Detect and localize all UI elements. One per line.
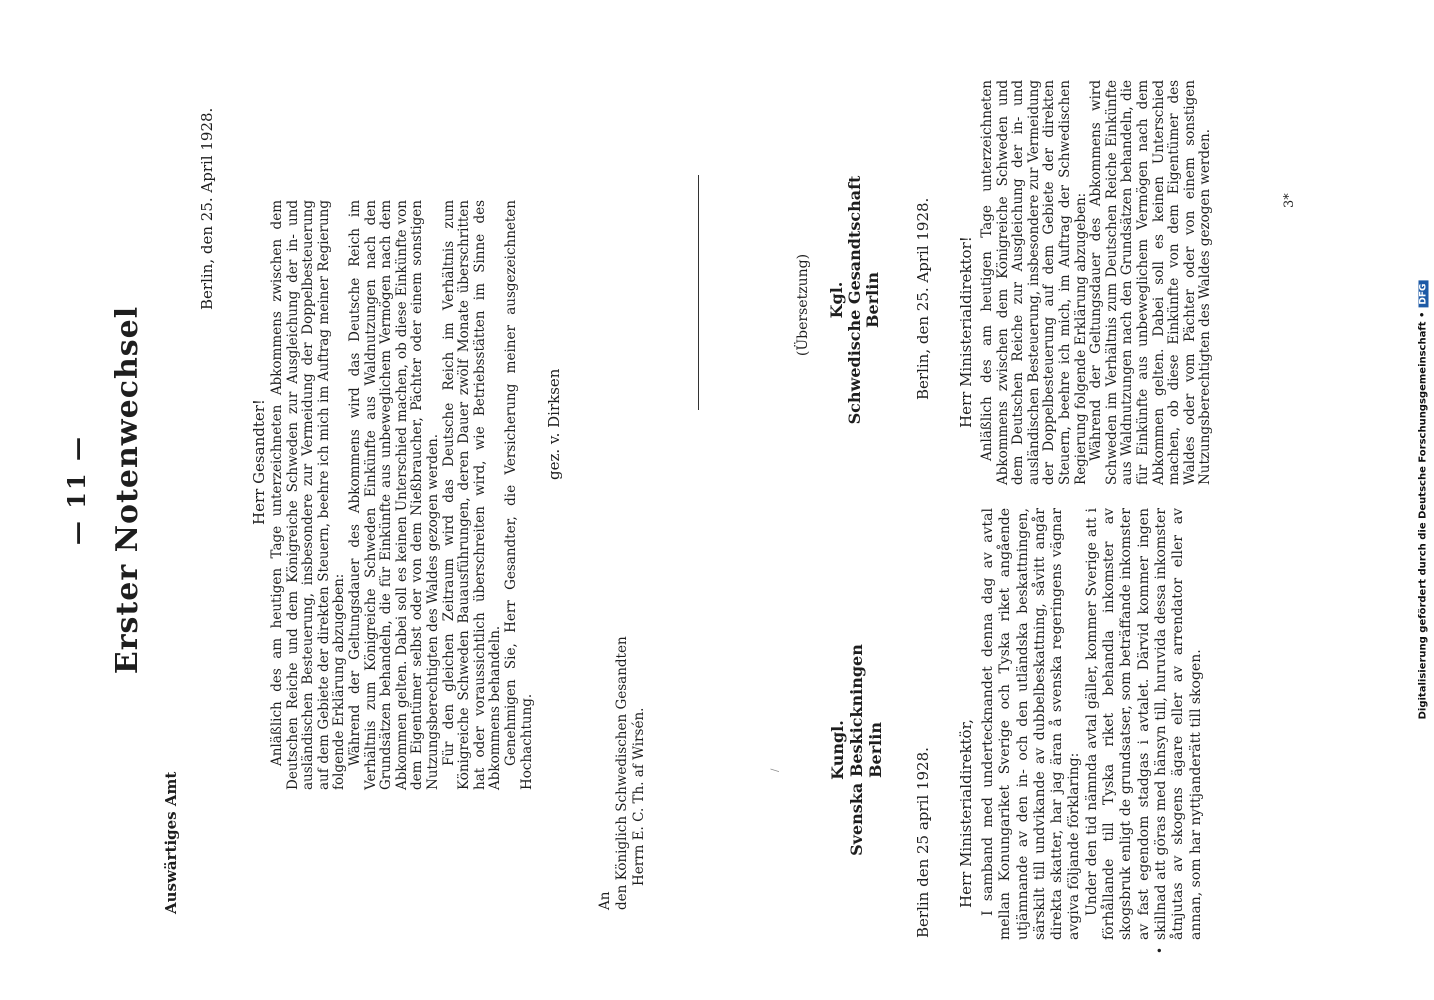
document-title: Erster Notenwechsel — [110, 305, 145, 675]
office-label: Auswärtiges Amt — [162, 771, 180, 914]
letter2-body — [980, 508, 1205, 954]
funding-notice-text: Digitalisierung gefördert durch die Deutsche Forschungsgemeinschaft • — [1417, 311, 1429, 720]
recipient-block-line: Berlin — [863, 272, 882, 328]
letter1-paragraph: Für den gleichen Zeitraum wird das Deutsche Reich im Verhältnis zum Königreiche Schweden Bauausführungen, deren Dauer zwölf Monate überschritten hat oder voraussichtlich überschreiten wird, wie Betriebsstätten im Sinne des Abkommens behandeln. — [440, 200, 504, 790]
page-marker: 3* — [1282, 193, 1297, 208]
sender-block-line: Kungl. — [828, 720, 847, 780]
letter3-date: Berlin, den 25. April 1928. — [914, 197, 932, 400]
recipient-block — [828, 140, 882, 460]
letter1-paragraph: Während der Geltungsdauer des Abkommens wird das Deutsche Reich im Verhältnis zum Königreiche Schweden Einkünfte aus Waldnutzungen nach den Grundsätzen behandeln, die für Einkünfte aus unbeweglichem Vermögen nach dem Abkommen gelten. Dabei soll es keinen Unterschied machen, ob diese Einkünfte von dem Eigentümer selbst oder von dem Nießbraucher, Pächter oder einem sonstigen Nutzungsberechtigten des Waldes gezogen werden. — [346, 200, 441, 790]
letter1-recipient — [597, 580, 648, 910]
dfg-logo: DFG — [1419, 281, 1429, 308]
recipient-block-line: Kgl. — [827, 281, 846, 319]
letter1-salutation: Herr Gesandter! — [250, 399, 268, 525]
page-number: — 11 — — [62, 434, 91, 546]
letter3-paragraph: Anläßlich des am heutigen Tage unterzeichneten Abkommens zwischen dem Königreiche Schweden und dem Deutschen Reiche zur Ausgleichung der in- und ausländischen Besteuerung, insbesondere zur Vermeidung der Doppelbesteuerung auf dem Gebiete der direkten Steuern, beehre ich mich, im Auftrag der Schwedischen Regierung folgende Erklärung abzugeben: — [979, 80, 1089, 485]
scan-mark: / — [770, 768, 781, 772]
letter1-paragraph: Anläßlich des am heutigen Tage unterzeichneten Abkommens zwischen dem Deutschen Reiche und dem Königreiche Schweden zur Ausgleichung der in- und ausländischen Besteuerung, insbesondere zur Vermeidung der Doppelbesteuerung auf dem Gebiete der direkten Steuern, beehre ich mich im Auftrag meiner Regierung folgende Erklärung abzugeben: — [269, 200, 348, 790]
section-divider — [698, 175, 699, 410]
margin-mark: • — [1153, 946, 1167, 954]
letter1-body — [270, 200, 535, 790]
recipient-line: An — [597, 891, 613, 910]
letter3-paragraph: Während der Geltungsdauer des Abkommens wird Schweden im Verhältnis zum Deutschen Reiche Einkünfte aus Waldnutzungen nach den Grundsätzen behandeln, die für Einkünfte aus unbeweglichem Vermögen nach dem Abkommen gelten. Dabei soll es keinen Unterschied machen, ob diese Einkünfte von dem Eigentümer des Waldes oder vom Pächter oder von einem sonstigen Nutzungsberechtigten des Waldes gezogen werden. — [1088, 80, 1214, 485]
recipient-line: den Königlich Schwedischen Gesandten — [614, 636, 630, 910]
funding-notice — [1412, 0, 1432, 1000]
sender-block-line: Berlin — [866, 722, 885, 778]
letter2-date: Berlin den 25 april 1928. — [914, 747, 932, 938]
letter3-body — [980, 80, 1214, 485]
recipient-block-line: Schwedische Gesandtschaft — [845, 175, 864, 425]
letter3-salutation: Herr Ministerialdirektor! — [957, 236, 975, 428]
translation-note: (Übersetzung) — [795, 253, 811, 357]
recipient-line: Herrn E. C. Th. af Wirsén. — [631, 707, 647, 886]
letter2-paragraph: I samband med undertecknandet denna dag av avtal mellan Konungariket Sverige och Tyska riket angående utjämnande av den in- och den utländska beskattningen, särskilt till undvikande av dubbelbeskattning, såvitt angår direkta skatter, har jag äran å svenska regeringens vägnar avgiva följande förklaring: — [980, 508, 1083, 940]
sender-block — [828, 590, 885, 910]
letter1-date: Berlin, den 25. April 1928. — [198, 107, 216, 310]
letter2-salutation: Herr Ministerialdirektör, — [957, 719, 975, 908]
sender-block-line: Svenska Beskickningen — [847, 644, 866, 856]
letter1-signature: gez. v. Dirksen — [545, 368, 563, 480]
letter1-paragraph: Genehmigen Sie, Herr Gesandter, die Versicherung meiner ausgezeichneten Hochachtung. — [502, 200, 535, 790]
letter2-paragraph: Under den tid nämnda avtal gäller, kommer Sverige att i förhållande till Tyska riket behandla inkomster av skogsbruk enligt de grundsatser, som beträffande inkomster av fast egendom stadgas i avtalet. Därvid kommer ingen skillnad att göras med hänsyn till, huruvida dessa inkomster åtnjutas av skogens ägare eller av arrendator eller av annan, som har nyttjanderätt till skogen. — [1083, 508, 1204, 940]
